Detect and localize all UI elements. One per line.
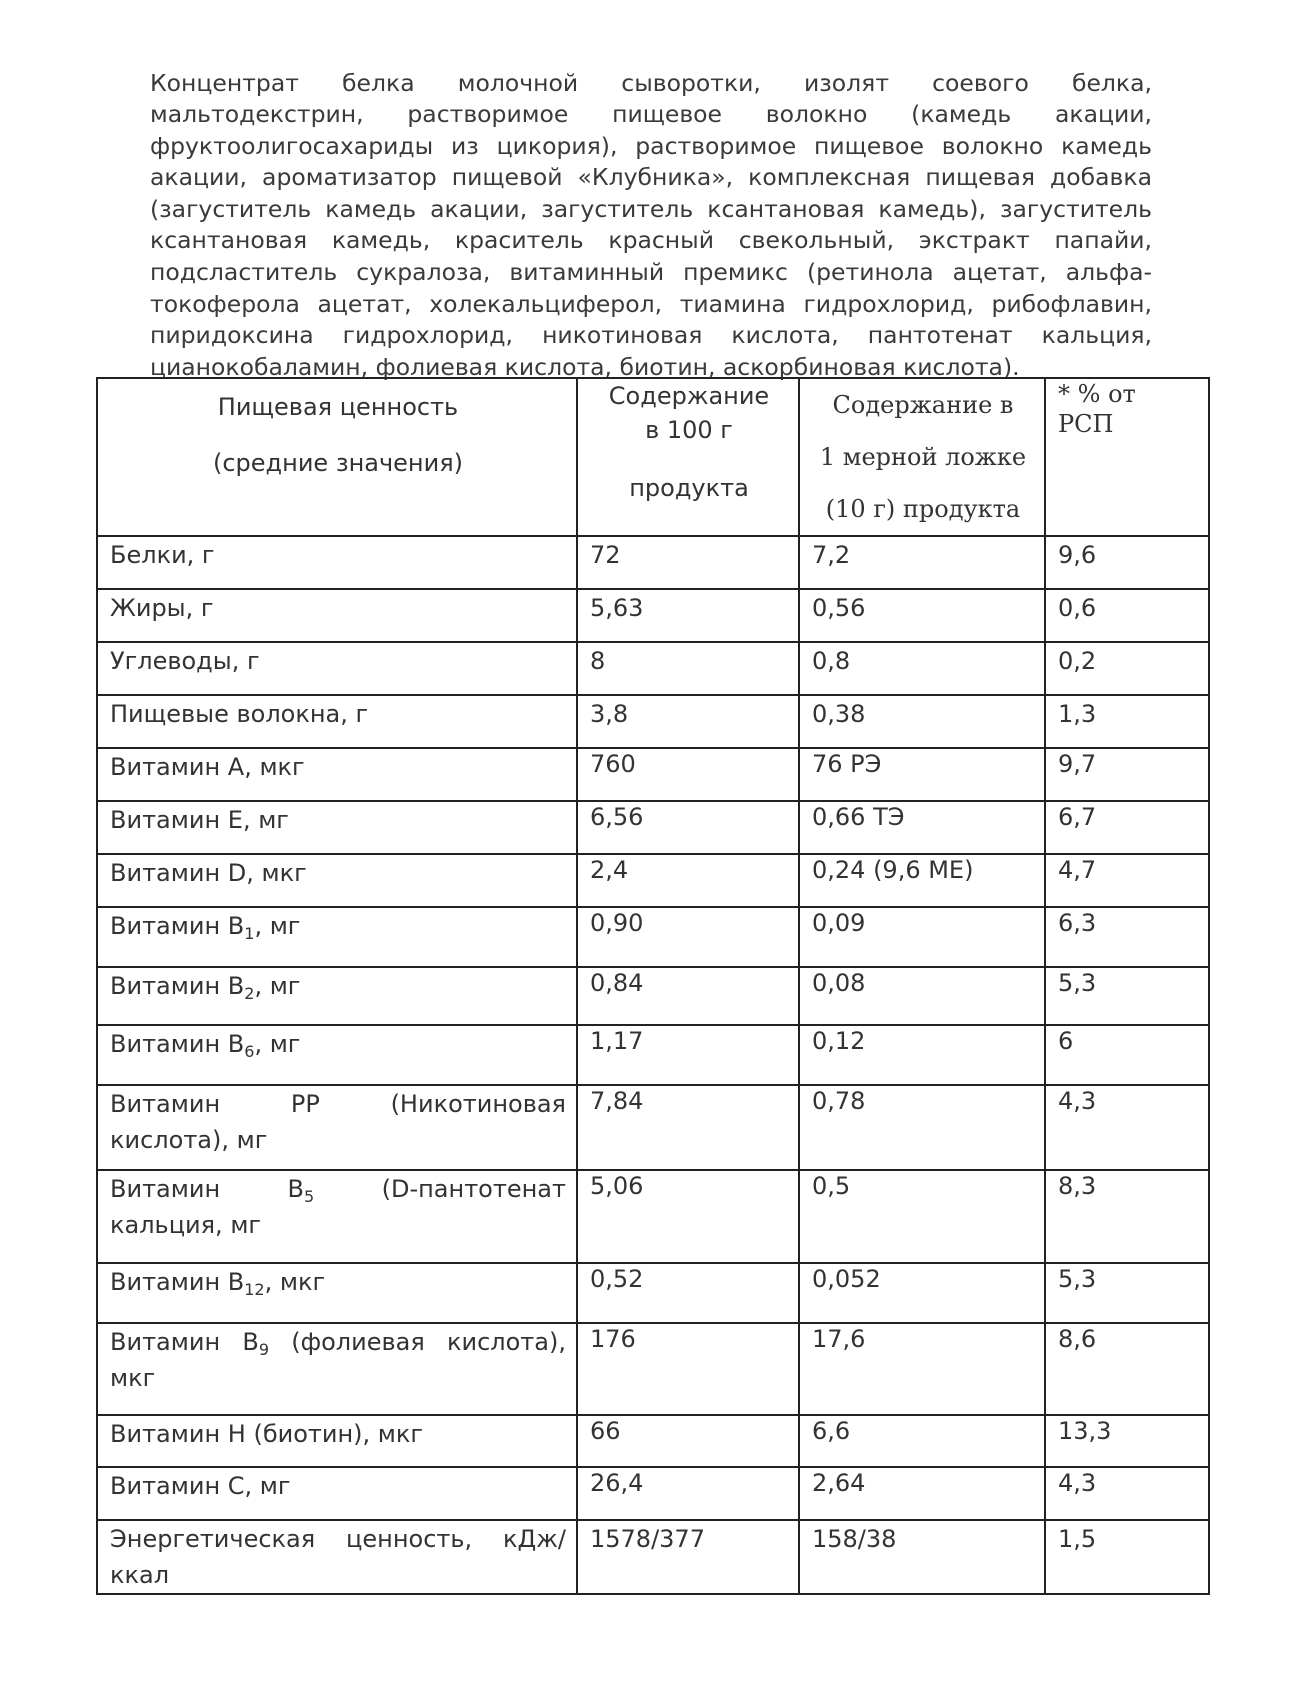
value-rsp-percent: 8,3: [1045, 1170, 1209, 1263]
nutrient-name-text: Витамин В: [110, 1328, 259, 1356]
nutrient-name: [97, 1263, 577, 1323]
nutrient-name: Жиры, г: [97, 589, 577, 642]
header-per-spoon: [799, 378, 1045, 536]
value-per-100g: 1578/377: [577, 1520, 799, 1594]
nutrient-name-suffix: , мкг: [264, 1268, 326, 1296]
value-per-100g: 0,90: [577, 907, 799, 967]
value-per-100g: 8: [577, 642, 799, 695]
nutrient-name-suffix: , мг: [254, 912, 301, 940]
value-per-100g: 7,84: [577, 1085, 799, 1170]
value-per-100g: 5,06: [577, 1170, 799, 1263]
value-per-spoon: 0,5: [799, 1170, 1045, 1263]
nutrient-name: Витамин РР (Никотиновая кислота), мг: [97, 1085, 577, 1170]
value-per-spoon: 0,56: [799, 589, 1045, 642]
value-per-100g: 176: [577, 1323, 799, 1415]
nutrient-name: Витамин Н (биотин), мкг: [97, 1415, 577, 1467]
value-per-100g: 760: [577, 748, 799, 801]
value-per-spoon: 0,09: [799, 907, 1045, 967]
nutrient-name: [97, 1323, 577, 1415]
header-rsp-percent: * % от РСП: [1045, 378, 1209, 536]
nutrient-name-suffix: , мг: [254, 1030, 301, 1058]
value-rsp-percent: 9,7: [1045, 748, 1209, 801]
header-nutrition-value-line2: (средние значения): [212, 449, 464, 477]
table-row: [97, 536, 1209, 589]
nutrient-name-subscript: 6: [244, 1042, 255, 1061]
table-row: [97, 1025, 1209, 1085]
value-rsp-percent: 1,5: [1045, 1520, 1209, 1594]
header-per-100g-line2: в 100 г: [645, 416, 733, 444]
nutrient-name-subscript: 2: [244, 984, 255, 1003]
nutrient-name: Витамин Е, мг: [97, 801, 577, 854]
table-row: [97, 589, 1209, 642]
value-rsp-percent: 9,6: [1045, 536, 1209, 589]
nutrient-name-text: Витамин В: [110, 972, 245, 1000]
table-row: [97, 854, 1209, 907]
value-per-spoon: 0,8: [799, 642, 1045, 695]
header-per-100g: [577, 378, 799, 536]
header-per-spoon-line2: 1 мерной ложке: [819, 443, 1027, 471]
nutrient-name: Углеводы, г: [97, 642, 577, 695]
ingredients-text: Концентрат белка молочной сыворотки, изолят соевого белка, мальтодекстрин, растворимое пищевое волокно (камедь акации, фруктоолигосахариды из цикория), растворимое пищевое волокно камедь акации, ароматизатор пищевой «Клубника», комплексная пищевая добавка (загуститель камедь акации, загуститель ксантановая камедь), загуститель ксантановая камедь, краситель красный свекольный, экстракт папайи, подсластитель сукралоза, витаминный премикс (ретинола ацетат, альфа-токоферола ацетат, холекальциферол, тиамина гидрохлорид, рибофлавин, пиридоксина гидрохлорид, никотиновая кислота, пантотенат кальция, цианокобаламин, фолиевая кислота, биотин, аскорбиновая кислота).: [150, 68, 1152, 381]
nutrient-name-text: Витамин В: [110, 1268, 245, 1296]
table-row: [97, 1415, 1209, 1467]
value-rsp-percent: 5,3: [1045, 1263, 1209, 1323]
table-row: [97, 967, 1209, 1025]
table-row: [97, 1085, 1209, 1170]
value-per-100g: 3,8: [577, 695, 799, 748]
nutrient-name-suffix: , мг: [254, 972, 301, 1000]
value-per-spoon: 0,052: [799, 1263, 1045, 1323]
table-header-row: [97, 378, 1209, 536]
value-rsp-percent: 0,6: [1045, 589, 1209, 642]
table-row: [97, 695, 1209, 748]
nutrient-name-text: Витамин В: [110, 1030, 245, 1058]
header-nutrition-value: [97, 378, 577, 536]
nutrient-name-subscript: 1: [244, 924, 255, 943]
value-per-100g: 1,17: [577, 1025, 799, 1085]
nutrient-name-text: Витамин В: [110, 1175, 305, 1203]
nutrition-table: [96, 377, 1210, 1595]
value-per-spoon: 0,38: [799, 695, 1045, 748]
table-row: [97, 642, 1209, 695]
header-per-spoon-line1: Содержание в: [832, 391, 1014, 419]
value-per-spoon: 2,64: [799, 1467, 1045, 1520]
nutrient-name: [97, 967, 577, 1025]
table-row: [97, 1520, 1209, 1594]
nutrient-name: Энергетическая ценность, кДж/ккал: [97, 1520, 577, 1594]
value-rsp-percent: 6,7: [1045, 801, 1209, 854]
table-row: [97, 1467, 1209, 1520]
nutrient-name: Белки, г: [97, 536, 577, 589]
value-rsp-percent: 5,3: [1045, 967, 1209, 1025]
value-per-spoon: 158/38: [799, 1520, 1045, 1594]
nutrient-name: [97, 907, 577, 967]
value-per-100g: 2,4: [577, 854, 799, 907]
value-rsp-percent: 13,3: [1045, 1415, 1209, 1467]
nutrient-name-suffix: (D-пантотенат кальция, мг: [110, 1175, 566, 1239]
value-per-100g: 0,52: [577, 1263, 799, 1323]
nutrient-name-text: Витамин В: [110, 912, 245, 940]
nutrient-name: Витамин А, мкг: [97, 748, 577, 801]
value-per-spoon: 7,2: [799, 536, 1045, 589]
value-per-100g: 26,4: [577, 1467, 799, 1520]
value-rsp-percent: 4,7: [1045, 854, 1209, 907]
nutrient-name: Витамин С, мг: [97, 1467, 577, 1520]
nutrient-name-suffix: (фолиевая кислота), мкг: [110, 1328, 566, 1392]
header-per-spoon-line3: (10 г) продукта: [825, 495, 1021, 523]
value-rsp-percent: 0,2: [1045, 642, 1209, 695]
value-per-spoon: 0,24 (9,6 МЕ): [799, 854, 1045, 907]
header-per-100g-line3: продукта: [629, 474, 749, 502]
value-rsp-percent: 4,3: [1045, 1085, 1209, 1170]
value-rsp-percent: 4,3: [1045, 1467, 1209, 1520]
table-row: [97, 748, 1209, 801]
nutrient-name: Пищевые волокна, г: [97, 695, 577, 748]
value-per-spoon: 0,66 ТЭ: [799, 801, 1045, 854]
value-per-spoon: 76 РЭ: [799, 748, 1045, 801]
table-row: [97, 1323, 1209, 1415]
nutrient-name-subscript: 12: [244, 1280, 265, 1299]
value-per-spoon: 0,78: [799, 1085, 1045, 1170]
value-rsp-percent: 6,3: [1045, 907, 1209, 967]
value-per-100g: 6,56: [577, 801, 799, 854]
value-per-spoon: 17,6: [799, 1323, 1045, 1415]
value-rsp-percent: 8,6: [1045, 1323, 1209, 1415]
header-nutrition-value-line1: Пищевая ценность: [217, 393, 459, 421]
nutrient-name: [97, 1025, 577, 1085]
table-row: [97, 801, 1209, 854]
nutrient-name: Витамин D, мкг: [97, 854, 577, 907]
value-per-spoon: 6,6: [799, 1415, 1045, 1467]
value-per-spoon: 0,12: [799, 1025, 1045, 1085]
value-rsp-percent: 1,3: [1045, 695, 1209, 748]
table-row: [97, 1170, 1209, 1263]
header-per-100g-line1: Содержание: [608, 382, 770, 410]
nutrient-name-subscript: 9: [258, 1340, 270, 1359]
value-per-100g: 0,84: [577, 967, 799, 1025]
value-per-100g: 72: [577, 536, 799, 589]
value-per-100g: 66: [577, 1415, 799, 1467]
table-row: [97, 907, 1209, 967]
value-rsp-percent: 6: [1045, 1025, 1209, 1085]
value-per-spoon: 0,08: [799, 967, 1045, 1025]
nutrient-name-subscript: 5: [304, 1187, 315, 1206]
table-row: [97, 1263, 1209, 1323]
value-per-100g: 5,63: [577, 589, 799, 642]
nutrient-name: [97, 1170, 577, 1263]
